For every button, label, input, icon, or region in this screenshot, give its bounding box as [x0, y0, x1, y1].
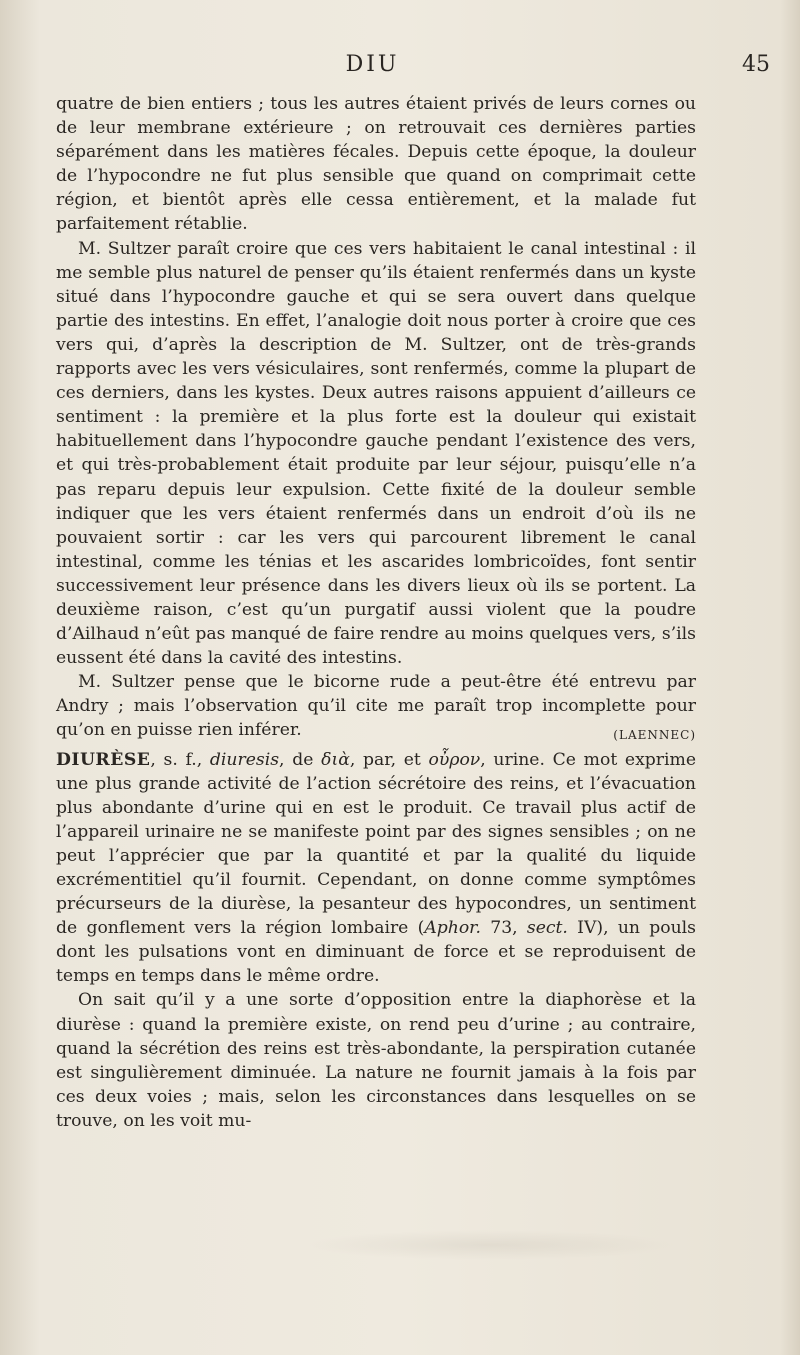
- entry-text-1: Ce mot exprime une plus grande activité de l’action sécrétoire des reins, et l’évacuation plus abondante d’urine qui en est le produit. Ce travail plus actif de l’appareil urinaire ne se manifeste point par des signes sensibles ; on ne peut l’apprécier que par la quantité et par la qualité du liquide excrémentitiel qu’il fournit. Cependant, on donne comme symptômes précurseurs de la diurèse, la pesanteur des hypocondres, un sentiment de gonflement vers la région lombaire (: [56, 749, 696, 939]
- entry-etym-end: , urine.: [480, 749, 545, 770]
- entry-ref-num: 73,: [480, 918, 527, 939]
- entry-ref-sect: sect.: [526, 918, 568, 939]
- show-through-smudge: [300, 1230, 680, 1260]
- author-signature: (LAENNEC): [613, 728, 696, 743]
- entry-ref-aphor: Aphor.: [424, 918, 481, 939]
- paragraph-continuation: quatre de bien entiers ; tous les autres étaient privés de leurs cornes ou de leur membrane extérieure ; on retrouvait ces dernières parties séparément dans les matières fécales. Depuis cette époque, la douleur de l’hypocondre ne fut plus sensible que quand on comprimait cette région, et bientôt après elle cessa entièrement, et la malade fut parfaitement rétablie.: [56, 94, 696, 235]
- entry-etym-mid: , par, et: [349, 749, 429, 770]
- paragraph-andry: [56, 670, 696, 742]
- running-head: DIU: [345, 52, 400, 77]
- entry-diurese: [56, 748, 696, 989]
- paragraph-andry-text: M. Sultzer pense que le bicorne rude a peut-être été entrevu par Andry ; mais l’observation qu’il cite me paraît trop incomplette pour qu’on en puisse rien inférer.: [56, 672, 696, 741]
- entry-text-2: ), un pouls dont les pulsations vont en diminuant de force et se reproduisent de temps en temps dans le même ordre.: [56, 918, 696, 987]
- entry-greek-dia: διὰ: [321, 749, 350, 770]
- entry-etym-intro: , de: [279, 749, 322, 770]
- page-number: 45: [742, 52, 770, 77]
- body-text: [56, 92, 696, 1133]
- entry-definition-intro: , s. f.,: [150, 749, 210, 770]
- entry-ref-roman: IV: [567, 918, 597, 939]
- paragraph-diaphorese: On sait qu’il y a une sorte d’opposition entre la diaphorèse et la diurèse : quand la première existe, on rend peu d’urine ; au contraire, quand la sécrétion des reins est très-abondante, la perspiration cutanée est singulièrement diminuée. La nature ne fournit jamais à la fois par ces deux voies ; mais, selon les circonstances dans lesquelles on se trouve, on les voit mu-: [56, 990, 696, 1131]
- page-header: [55, 52, 770, 88]
- entry-headword: DIURÈSE: [56, 749, 151, 770]
- entry-latin: diuresis: [209, 749, 280, 770]
- paragraph-sultzer-kyste: M. Sultzer paraît croire que ces vers habitaient le canal intestinal : il me semble plus naturel de penser qu’ils étaient renfermés dans un kyste situé dans l’hypocondre gauche et qui se sera ouvert dans quelque partie des intestins. En effet, l’analogie doit nous porter à croire que ces vers qui, d’après la description de M. Sultzer, ont de très-grands rapports avec les vers vésiculaires, sont renfermés, comme la plupart de ces derniers, dans les kystes. Deux autres raisons appuient d’ailleurs ce sentiment : la première et la plus forte est la douleur qui existait habituellement dans l’hypocondre gauche pendant l’existence des vers, et qui très-probablement était produite par leur séjour, puisqu’elle n’a pas reparu depuis leur expulsion. Cette fixité de la douleur semble indiquer que les vers étaient renfermés dans un endroit d’où ils ne pouvaient sortir : car les vers qui parcourent librement le canal intestinal, comme les ténias et les ascarides lombricoïdes, font sentir successivement leur présence dans les divers lieux où ils se portent. La deuxième raison, c’est qu’un purgatif aussi violent que la poudre d’Ailhaud n’eût pas manqué de faire rendre au moins quelques vers, s’ils eussent été dans la cavité des intestins.: [56, 238, 696, 669]
- entry-greek-ouron: οὖρον: [428, 749, 481, 770]
